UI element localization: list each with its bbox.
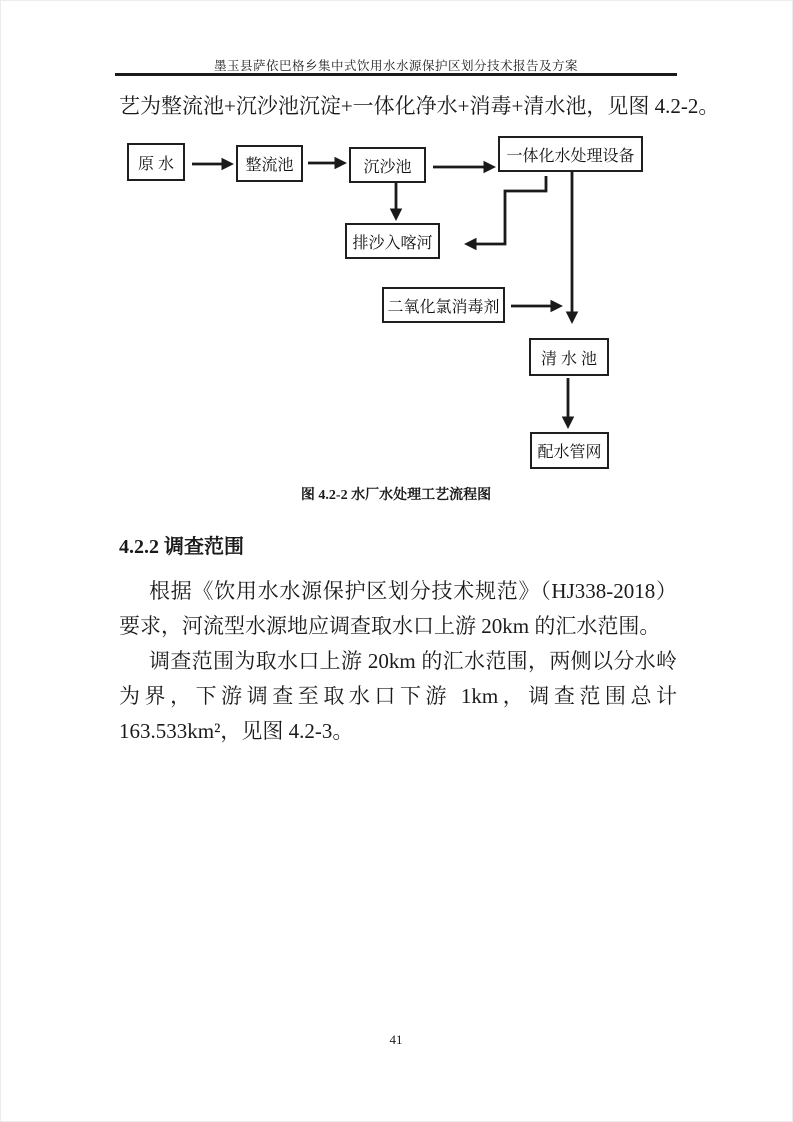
process-flow-diagram (0, 130, 793, 482)
figure-caption: 图 4.2-2 水厂水处理工艺流程图 (300, 488, 492, 503)
flow-node-sand-discharge-river: 排沙入喀河 (345, 223, 440, 259)
header-rule (115, 73, 677, 76)
flow-node-rectification-pool: 整流池 (236, 145, 303, 182)
flow-node-chlorine-disinfectant: 二氧化氯消毒剂 (382, 287, 505, 323)
flow-node-integrated-treatment: 一体化水处理设备 (498, 136, 643, 172)
flow-node-clear-water-pool: 清 水 池 (529, 338, 609, 376)
body-text (119, 574, 677, 749)
flow-node-sand-settling-pool: 沉沙池 (349, 147, 426, 183)
page-header-title: 墨玉县萨依巴格乡集中式饮用水水源保护区划分技术报告及方案 (213, 59, 578, 73)
paragraph-survey-scope: 调查范围为取水口上游 20km 的汇水范围，两侧以分水岭为界，下游调查至取水口下游 1km，调查范围总计 163.533km²，见图 4.2-3。 (119, 649, 677, 743)
paragraph-survey-basis: 根据《饮用水水源保护区划分技术规范》（HJ338-2018）要求，河流型水源地应调查取水口上游 20km 的汇水范围。 (119, 579, 677, 638)
arrow-treatment-to-discharge (476, 176, 546, 244)
intro-paragraph: 艺为整流池+沉沙池沉淀+一体化净水+消毒+清水池，见图 4.2-2。 (119, 94, 720, 118)
flow-node-distribution-network: 配水管网 (530, 432, 609, 469)
flow-node-raw-water: 原 水 (127, 143, 185, 181)
section-heading: 4.2.2 调查范围 (119, 536, 244, 558)
page-number: 41 (389, 1032, 403, 1047)
